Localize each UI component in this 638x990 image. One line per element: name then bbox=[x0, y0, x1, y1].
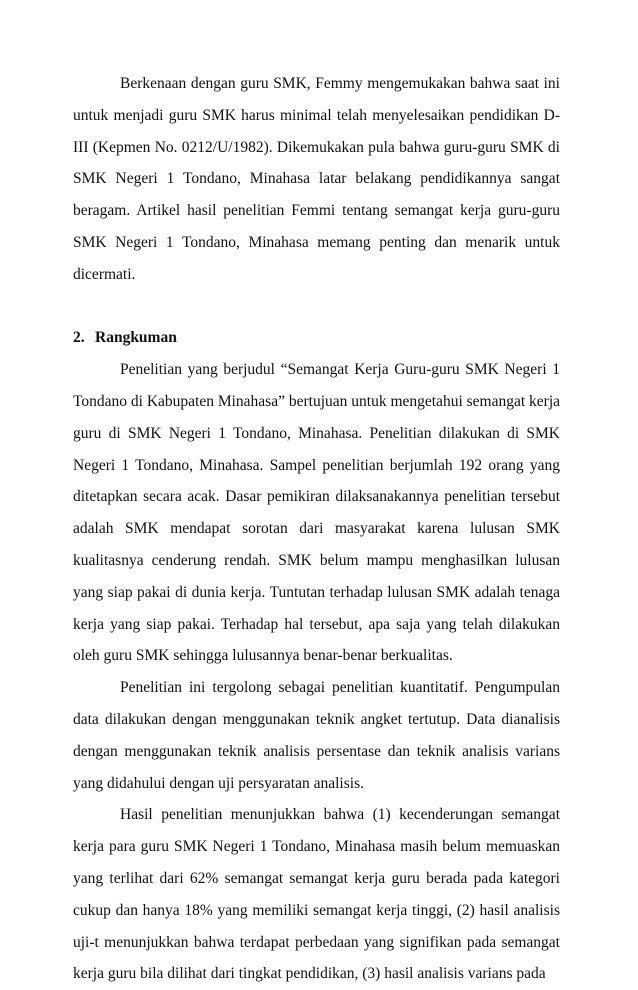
paragraph-intro: Berkenaan dengan guru SMK, Femmy mengemukakan bahwa saat ini untuk menjadi guru SMK harus minimal telah menyelesaikan pendidikan D-III (Kepmen No. 0212/U/1982). Dikemukakan pula bahwa guru-guru SMK di SMK Negeri 1 Tondano, Minahasa latar belakang pendidikannya sangat beragam. Artikel hasil penelitian Femmi tentang semangat kerja guru-guru SMK Negeri 1 Tondano, Minahasa memang penting dan menarik untuk dicermati. bbox=[73, 75, 560, 283]
section-number: 2. bbox=[73, 329, 85, 347]
section-title: Rangkuman bbox=[95, 329, 177, 347]
paragraph-summary-1: Penelitian yang berjudul “Semangat Kerja Guru-guru SMK Negeri 1 Tondano di Kabupaten Minahasa” bertujuan untuk mengetahui semangat kerja guru di SMK Negeri 1 Tondano, Minahasa. Penelitian dilakukan di SMK Negeri 1 Tondano, Minahasa. Sampel penelitian berjumlah 192 orang yang ditetapkan secara acak. Dasar pemikiran dilaksanakannya penelitian tersebut adalah SMK mendapat sorotan dari masyarakat karena lulusan SMK kualitasnya cenderung rendah. SMK belum mampu menghasilkan lulusan yang siap pakai di dunia kerja. Tuntutan terhadap lulusan SMK adalah tenaga kerja yang siap pakai. Terhadap hal tersebut, apa saja yang telah dilakukan oleh guru SMK sehingga lulusannya benar-benar berkualitas. bbox=[73, 361, 561, 665]
section-heading bbox=[73, 322, 560, 354]
paragraph-summary-2: Penelitian ini tergolong sebagai penelitian kuantitatif. Pengumpulan data dilakukan dengan menggunakan teknik angket tertutup. Data dianalisis dengan menggunakan teknik analisis persentase dan teknik analisis varians yang didahului dengan uji persyaratan analisis. bbox=[73, 679, 560, 792]
paragraph-summary-3: Hasil penelitian menunjukkan bahwa (1) kecenderungan semangat kerja para guru SMK Negeri 1 Tondano, Minahasa masih belum memuaskan yang terlihat dari 62% semangat semangat kerja guru berada pada kategori cukup dan hanya 18% yang memiliki semangat kerja tinggi, (2) hasil analisis uji-t menunjukkan bahwa terdapat perbedaan yang signifikan pada semangat kerja guru bila dilihat dari tingkat pendidikan, (3) hasil analisis varians pada bbox=[73, 806, 560, 983]
document-body bbox=[73, 68, 560, 990]
section-spacer bbox=[73, 291, 560, 323]
